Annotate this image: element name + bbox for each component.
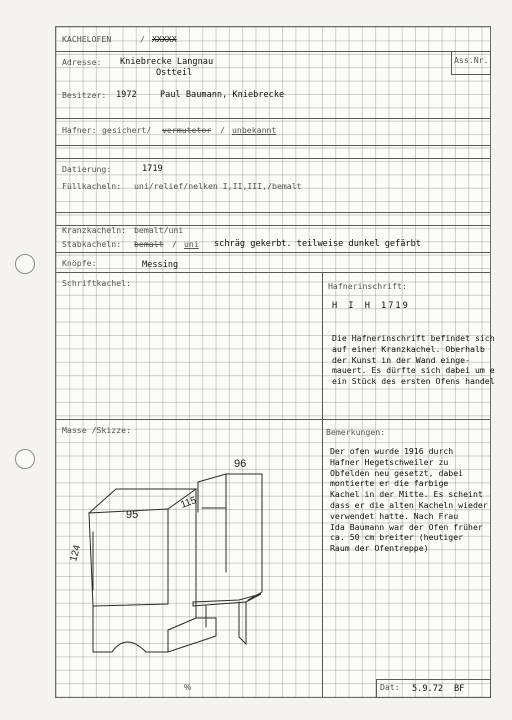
hafner-option-unbekannt: unbekannt: [232, 125, 277, 135]
stabkacheln-label: Stabkacheln:: [62, 239, 122, 249]
sketch-dim-height: 124: [68, 543, 84, 563]
knoepfe-value: Messing: [142, 260, 179, 270]
stabkacheln-option-bemalt: bemalt: [134, 239, 164, 249]
rule-sketch: [56, 419, 490, 420]
rule-datierung: [56, 158, 490, 159]
hafnerinschrift-text: Die Hafnerinschrift befindet sich auf einer Kranzkachel. Oberhalb der Kunst in der Wand einge- mauert. Es dürfte sich dabei um e ein Stück des ersten Ofens handel: [332, 333, 495, 387]
owner-label: Besitzer:: [62, 90, 107, 100]
date-value: 5.9.72: [412, 684, 444, 694]
header-separator: /: [140, 34, 145, 44]
stove-sketch: [56, 422, 322, 692]
rule-header: [56, 51, 490, 52]
hafner-option-vermutet: vermutetor: [162, 125, 212, 135]
knoepfe-label: Knöpfe:: [62, 258, 97, 268]
address-label: Adresse:: [62, 57, 102, 67]
datierung-value: 1719: [142, 164, 163, 174]
fuellkacheln-value: uni/relief/nelken I,II,III,/bemalt: [134, 181, 302, 191]
date-label: Dat:: [380, 682, 400, 692]
ass-nr-label: Ass.Nr.: [454, 55, 489, 65]
kranzkacheln-label: Kranzkacheln:: [62, 225, 127, 235]
kranzkacheln-value: bemalt/uni: [134, 225, 184, 235]
rule-address: [56, 118, 490, 119]
punch-hole-top: [15, 254, 35, 274]
owner-name: Paul Baumann, Kniebrecke: [160, 90, 285, 100]
object-type-label: KACHELOFEN: [62, 34, 112, 44]
datierung-label: Datierung:: [62, 164, 112, 174]
hafner-option-gesichert: gesichert/: [102, 125, 152, 135]
bemerkungen-label: Bemerkungen:: [326, 427, 386, 437]
sketch-column-inner: [202, 474, 226, 572]
masse-skizze-label: Masse /Skizze:: [62, 425, 132, 435]
sketch-box-base: [93, 606, 168, 652]
schriftkachel-label: Schriftkachel:: [62, 278, 132, 288]
hafner-label: Hafner:: [62, 125, 97, 135]
stabkacheln-separator: /: [172, 239, 177, 249]
fuellkacheln-label: Füllkacheln:: [62, 181, 122, 191]
owner-year: 1972: [116, 90, 137, 100]
address-line2: Ostteil: [156, 68, 193, 78]
sketch-bench: [193, 594, 261, 606]
column-divider: [322, 272, 323, 697]
bemerkungen-text: Der ofen wurde 1916 durch Hafner Hegetschweiler zu Obfelden neu gesetzt, dabei montierte er die farbige Kachel in der Mitte. Es scheint dass er die alten Kacheln wieder verwendet hatte. Nach Frau Ida Baumann war der Ofen früher ca. 50 cm breiter (heutiger Raum der Ofentreppe): [330, 446, 488, 554]
sketch-mark-bottom: %: [184, 683, 192, 692]
sketch-dim-front: 95: [126, 509, 139, 521]
punch-hole-bottom: [15, 449, 35, 469]
stabkacheln-note: schräg gekerbt. teilweise dunkel gefärbt: [214, 239, 421, 249]
date-initials: BF: [454, 684, 465, 694]
sketch-base-right: [168, 618, 216, 652]
rule-hafner: [56, 145, 490, 146]
sketch-dim-side: 115: [179, 495, 199, 511]
rule-knoepfe: [56, 272, 490, 273]
address-line1: Kniebrecke Langnau: [120, 57, 214, 67]
sketch-box-front: [89, 509, 168, 606]
stabkacheln-option-uni: uni: [184, 239, 199, 249]
sketch-dim-top: 96: [234, 458, 247, 470]
hafnerinschrift-label: Hafnerinschrift:: [328, 281, 407, 291]
sketch-column: [198, 474, 262, 600]
form-sheet: [55, 26, 495, 698]
rule-fuell: [56, 212, 490, 213]
crossed-out-type: XXXXX: [152, 34, 177, 44]
hafner-separator: /: [220, 125, 225, 135]
rule-stab: [56, 252, 490, 253]
hafnerinschrift-value: H I H 1719: [332, 301, 410, 311]
